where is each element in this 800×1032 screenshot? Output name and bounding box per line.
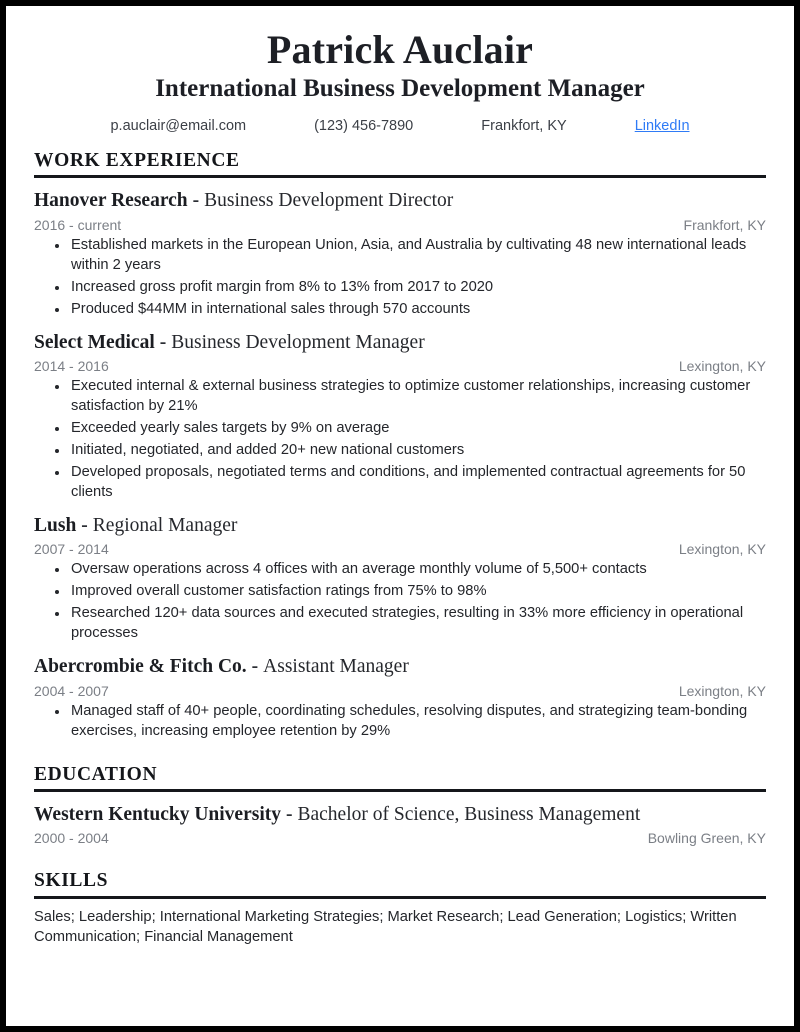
bullet-item: Initiated, negotiated, and added 20+ new national customers: [34, 441, 766, 461]
resume-header: [34, 28, 766, 134]
contact-phone[interactable]: (123) 456-7890: [314, 117, 414, 134]
work-entry-meta: [34, 217, 766, 233]
contact-email[interactable]: p.auclair@email.com: [110, 117, 247, 134]
work-entry-bullets: [34, 236, 766, 320]
work-entry-heading: [34, 655, 766, 678]
work-entry-meta: [34, 683, 766, 699]
work-entry-meta: [34, 358, 766, 374]
work-entry-role: Business Development Director: [204, 190, 454, 212]
education-entry-heading: [34, 803, 766, 826]
work-entry-location: Lexington, KY: [678, 358, 766, 375]
work-entry-dates: 2016 - current: [34, 216, 122, 233]
work-entry-dates: 2014 - 2016: [34, 358, 109, 375]
bullet-item: Oversaw operations across 4 offices with an average monthly volume of 5,500+ contacts: [34, 560, 766, 580]
section-education: [34, 764, 766, 847]
work-entry-separator: -: [81, 514, 88, 536]
work-entry-role: Assistant Manager: [263, 656, 409, 678]
work-entry: [34, 655, 766, 741]
candidate-name: Patrick Auclair: [266, 27, 534, 72]
contact-row: [34, 118, 766, 134]
education-entry-meta: [34, 830, 766, 846]
bullet-item: Increased gross profit margin from 8% to 13% from 2017 to 2020: [34, 278, 766, 298]
work-entry-org: Lush: [34, 514, 77, 536]
section-title-education: EDUCATION: [34, 763, 158, 785]
work-entry-separator: -: [192, 190, 200, 212]
bullet-item: Exceeded yearly sales targets by 9% on average: [34, 419, 766, 439]
work-entry-location: Frankfort, KY: [683, 216, 766, 233]
contact-location: Frankfort, KY: [481, 117, 567, 134]
bullet-item: Researched 120+ data sources and executed strategies, resulting in 33% more efficiency in operational processes: [34, 604, 766, 644]
work-entry-org: Abercrombie & Fitch Co.: [34, 656, 247, 678]
work-entry-location: Lexington, KY: [678, 682, 766, 699]
candidate-headline: International Business Development Manager: [155, 75, 645, 103]
work-entry-dates: 2004 - 2007: [34, 682, 109, 699]
work-entry-dates: 2007 - 2014: [34, 541, 109, 558]
section-title-work-experience: WORK EXPERIENCE: [34, 149, 240, 171]
work-entry: [34, 514, 766, 644]
work-entry-bullets: [34, 702, 766, 742]
bullet-item: Executed internal & external business strategies to optimize customer relationships, increasing customer satisfaction by 21%: [34, 377, 766, 417]
education-entry-degree: Bachelor of Science, Business Management: [297, 804, 641, 826]
work-entry-meta: [34, 541, 766, 557]
work-entry-org: Select Medical: [34, 331, 155, 353]
bullet-item: Established markets in the European Union, Asia, and Australia by cultivating 48 new international leads within 2 years: [34, 236, 766, 276]
education-entry: [34, 803, 766, 846]
resume-document: [6, 6, 794, 1026]
skills-list: Sales; Leadership; International Marketing Strategies; Market Research; Lead Generation; Logistics; Written Communication; Financial Management: [34, 908, 737, 946]
work-entry-location: Lexington, KY: [678, 541, 766, 558]
section-divider: [34, 175, 766, 178]
work-entry: [34, 331, 766, 503]
work-entry: [34, 189, 766, 319]
bullet-item: Developed proposals, negotiated terms and conditions, and implemented contractual agreements for 50 clients: [34, 463, 766, 503]
work-entry-heading: [34, 189, 766, 212]
bullet-item: Managed staff of 40+ people, coordinating schedules, resolving disputes, and strategizing team-bonding exercises, increasing employee retention by 29%: [34, 702, 766, 742]
education-entry-dates: 2000 - 2004: [34, 830, 109, 847]
education-entry-separator: -: [285, 804, 293, 826]
work-entry-role: Business Development Manager: [171, 331, 425, 353]
bullet-item: Produced $44MM in international sales through 570 accounts: [34, 300, 766, 320]
section-divider: [34, 896, 766, 899]
work-entry-separator: -: [251, 656, 259, 678]
section-work-experience: [34, 150, 766, 742]
work-entry-role: Regional Manager: [92, 514, 238, 536]
work-entry-bullets: [34, 377, 766, 503]
work-entry-bullets: [34, 560, 766, 644]
bullet-item: Improved overall customer satisfaction ratings from 75% to 98%: [34, 582, 766, 602]
education-entry-location: Bowling Green, KY: [647, 830, 766, 847]
work-entry-separator: -: [159, 331, 167, 353]
work-entry-org: Hanover Research: [34, 190, 188, 212]
work-entry-heading: [34, 331, 766, 354]
section-title-skills: SKILLS: [34, 870, 109, 892]
section-divider: [34, 789, 766, 792]
work-entry-heading: [34, 514, 766, 537]
section-skills: [34, 870, 766, 947]
education-entry-school: Western Kentucky University: [34, 804, 281, 826]
linkedin-link[interactable]: LinkedIn: [634, 117, 690, 134]
